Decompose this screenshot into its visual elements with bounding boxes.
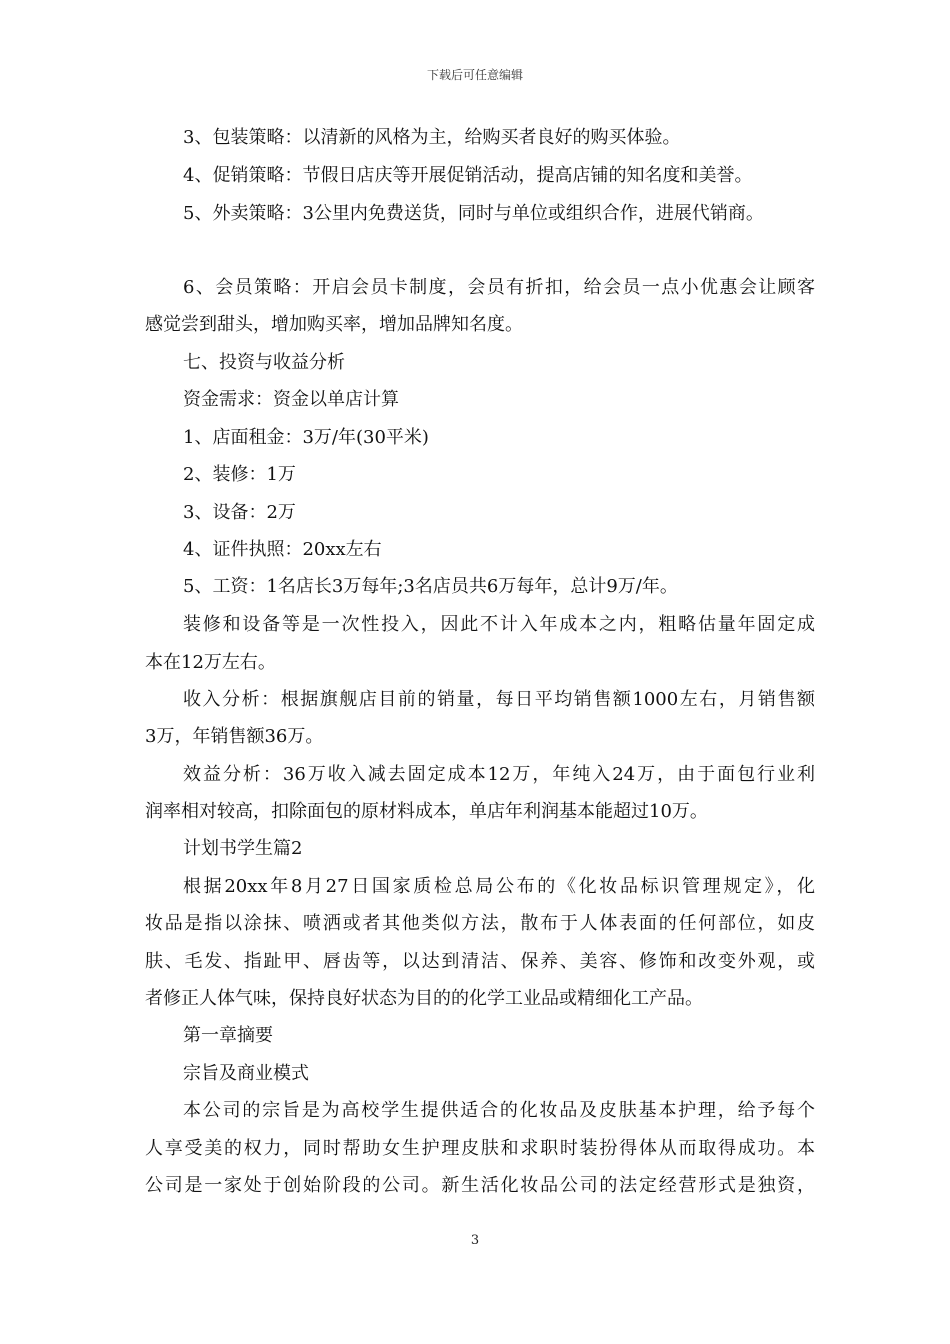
paragraph-line: 妆品是指以涂抹、喷洒或者其他类似方法，散布于人体表面的任何部位，如皮: [145, 913, 815, 934]
paragraph-line: 效益分析：36万收入减去固定成本12万，年纯入24万，由于面包行业利: [183, 764, 815, 785]
paragraph-line: 3万，年销售额36万。: [145, 726, 324, 747]
paragraph-line: 感觉尝到甜头，增加购买率，增加品牌知名度。: [145, 314, 523, 335]
paragraph-line: 装修和设备等是一次性投入，因此不计入年成本之内，粗略估量年固定成: [183, 614, 815, 635]
paragraph-line: 润率相对较高，扣除面包的原材料成本，单店年利润基本能超过10万。: [145, 801, 708, 822]
section-heading: 计划书学生篇2: [183, 838, 303, 859]
section-heading: 第一章摘要: [183, 1025, 273, 1046]
paragraph-line: 6、会员策略：开启会员卡制度，会员有折扣，给会员一点小优惠会让顾客: [183, 277, 815, 298]
paragraph-line: 本在12万左右。: [145, 652, 276, 673]
paragraph-line: 收入分析：根据旗舰店目前的销量，每日平均销售额1000左右，月销售额: [183, 689, 815, 710]
paragraph-line: 者修正人体气味，保持良好状态为目的的化学工业品或精细化工产品。: [145, 988, 703, 1009]
paragraph-line: 资金需求：资金以单店计算: [183, 389, 399, 410]
paragraph-line: 1、店面租金：3万/年(30平米): [183, 427, 429, 448]
paragraph-line: 人享受美的权力，同时帮助女生护理皮肤和求职时装扮得体从而取得成功。本: [145, 1138, 815, 1159]
paragraph-line: 本公司的宗旨是为高校学生提供适合的化妆品及皮肤基本护理，给予每个: [183, 1100, 815, 1121]
page-number: 3: [470, 1233, 480, 1248]
paragraph-line: 公司是一家处于创始阶段的公司。新生活化妆品公司的法定经营形式是独资，: [145, 1175, 815, 1196]
paragraph-line: 4、促销策略：节假日店庆等开展促销活动，提高店铺的知名度和美誉。: [183, 165, 753, 186]
page-header: 下载后可任意编辑: [426, 68, 523, 82]
section-heading: 七、投资与收益分析: [183, 352, 345, 373]
paragraph-line: 3、包装策略：以清新的风格为主，给购买者良好的购买体验。: [183, 127, 681, 148]
paragraph-line: 3、设备：2万: [183, 502, 296, 523]
paragraph-line: 根据20xx年8月27日国家质检总局公布的《化妆品标识管理规定》，化: [183, 876, 815, 897]
section-heading: 宗旨及商业模式: [183, 1063, 309, 1084]
paragraph-line: 5、工资：1名店长3万每年;3名店员共6万每年，总计9万/年。: [183, 576, 678, 597]
paragraph-line: 肤、毛发、指趾甲、唇齿等，以达到清洁、保养、美容、修饰和改变外观，或: [145, 951, 815, 972]
paragraph-line: 4、证件执照：20xx左右: [183, 539, 382, 560]
paragraph-line: 5、外卖策略：3公里内免费送货，同时与单位或组织合作，进展代销商。: [183, 203, 764, 224]
paragraph-line: 2、装修：1万: [183, 464, 296, 485]
